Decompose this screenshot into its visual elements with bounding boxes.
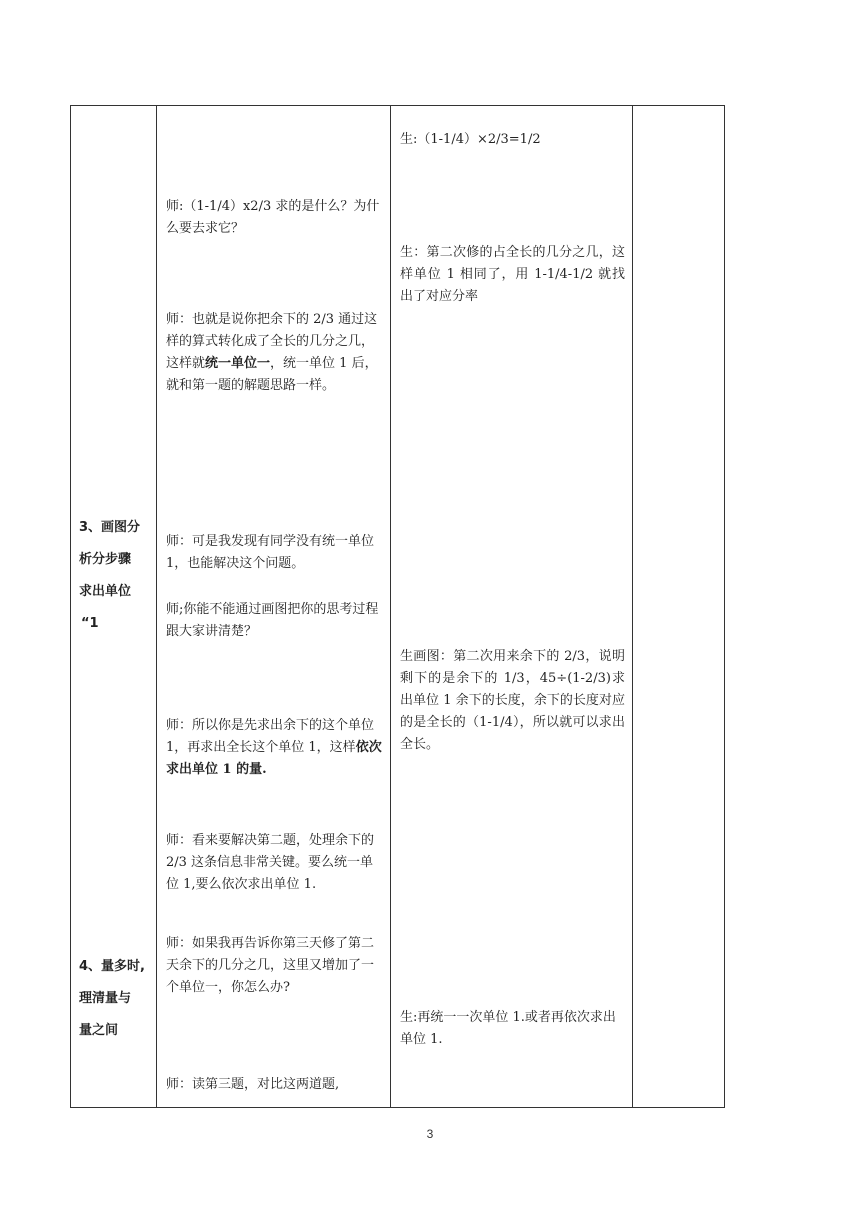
text-span: 师：也就是说你把余下的 2/3 通过这样的算式转化成了全长的几分之几，这样就 bbox=[166, 312, 378, 371]
student-drawing-explanation: 生画图：第二次用来余下的 2/3，说明剩下的是余下的 1/3，45÷(1-2/3)求出单位 1 余下的长度，余下的长度对应的是全长的（1-1/4），所以就可以求出全长。 bbox=[400, 649, 625, 752]
lesson-table bbox=[70, 105, 725, 1108]
heading-line: 求出单位 bbox=[79, 584, 132, 599]
bold-text: 依次求出单位 1 的量. bbox=[166, 740, 382, 777]
teacher-extension: 师：如果我再告诉你第三天修了第二天余下的几分之几，这里又增加了一个单位一，你怎么办? bbox=[166, 936, 375, 995]
student-answer: 生:（1-1/4）×2/3=1/2 bbox=[400, 132, 541, 147]
heading-line: “1 bbox=[81, 616, 99, 631]
text-span: ，统一单位 1 后，就和第一题的解题思路一样。 bbox=[166, 356, 378, 393]
heading-line: 3、画图分 bbox=[79, 520, 141, 535]
heading-line: 量之间 bbox=[79, 1023, 119, 1038]
heading-line: 4、量多时, bbox=[79, 959, 145, 974]
teacher-instruction: 师：读第三题，对比这两道题, bbox=[166, 1077, 340, 1092]
section-heading-4 bbox=[79, 954, 151, 1044]
teacher-observation: 师：可是我发现有同学没有统一单位 1，也能解决这个问题。 bbox=[166, 534, 375, 571]
teacher-question: 师:（1-1/4）x2/3 求的是什么？为什么要去求它？ bbox=[166, 199, 380, 236]
bold-text: 统一单位一 bbox=[205, 356, 271, 371]
heading-line: 析分步骤 bbox=[79, 552, 132, 567]
teacher-summary bbox=[166, 715, 384, 781]
section-heading-3 bbox=[79, 515, 151, 637]
text-span: 师：所以你是先求出余下的这个单位 1，再求出全长这个单位 1，这样 bbox=[166, 718, 375, 755]
column-divider-1 bbox=[156, 106, 157, 1107]
student-explanation: 生：第二次修的占全长的几分之几，这样单位 1 相同了，用 1-1/4-1/2 就找出了对应分率 bbox=[400, 245, 625, 304]
student-response: 生:再统一一次单位 1.或者再依次求出单位 1. bbox=[400, 1010, 616, 1047]
column-divider-2 bbox=[390, 106, 391, 1107]
column-divider-3 bbox=[632, 106, 633, 1107]
teacher-prompt: 师;你能不能通过画图把你的思考过程跟大家讲清楚？ bbox=[166, 602, 379, 639]
heading-line: 理清量与 bbox=[79, 991, 132, 1006]
teacher-explanation bbox=[166, 309, 384, 397]
teacher-key-point: 师：看来要解决第二题，处理余下的 2/3 这条信息非常关键。要么统一单位 1,要么依次求出单位 1. bbox=[166, 833, 375, 892]
page-number: 3 bbox=[426, 1127, 434, 1141]
